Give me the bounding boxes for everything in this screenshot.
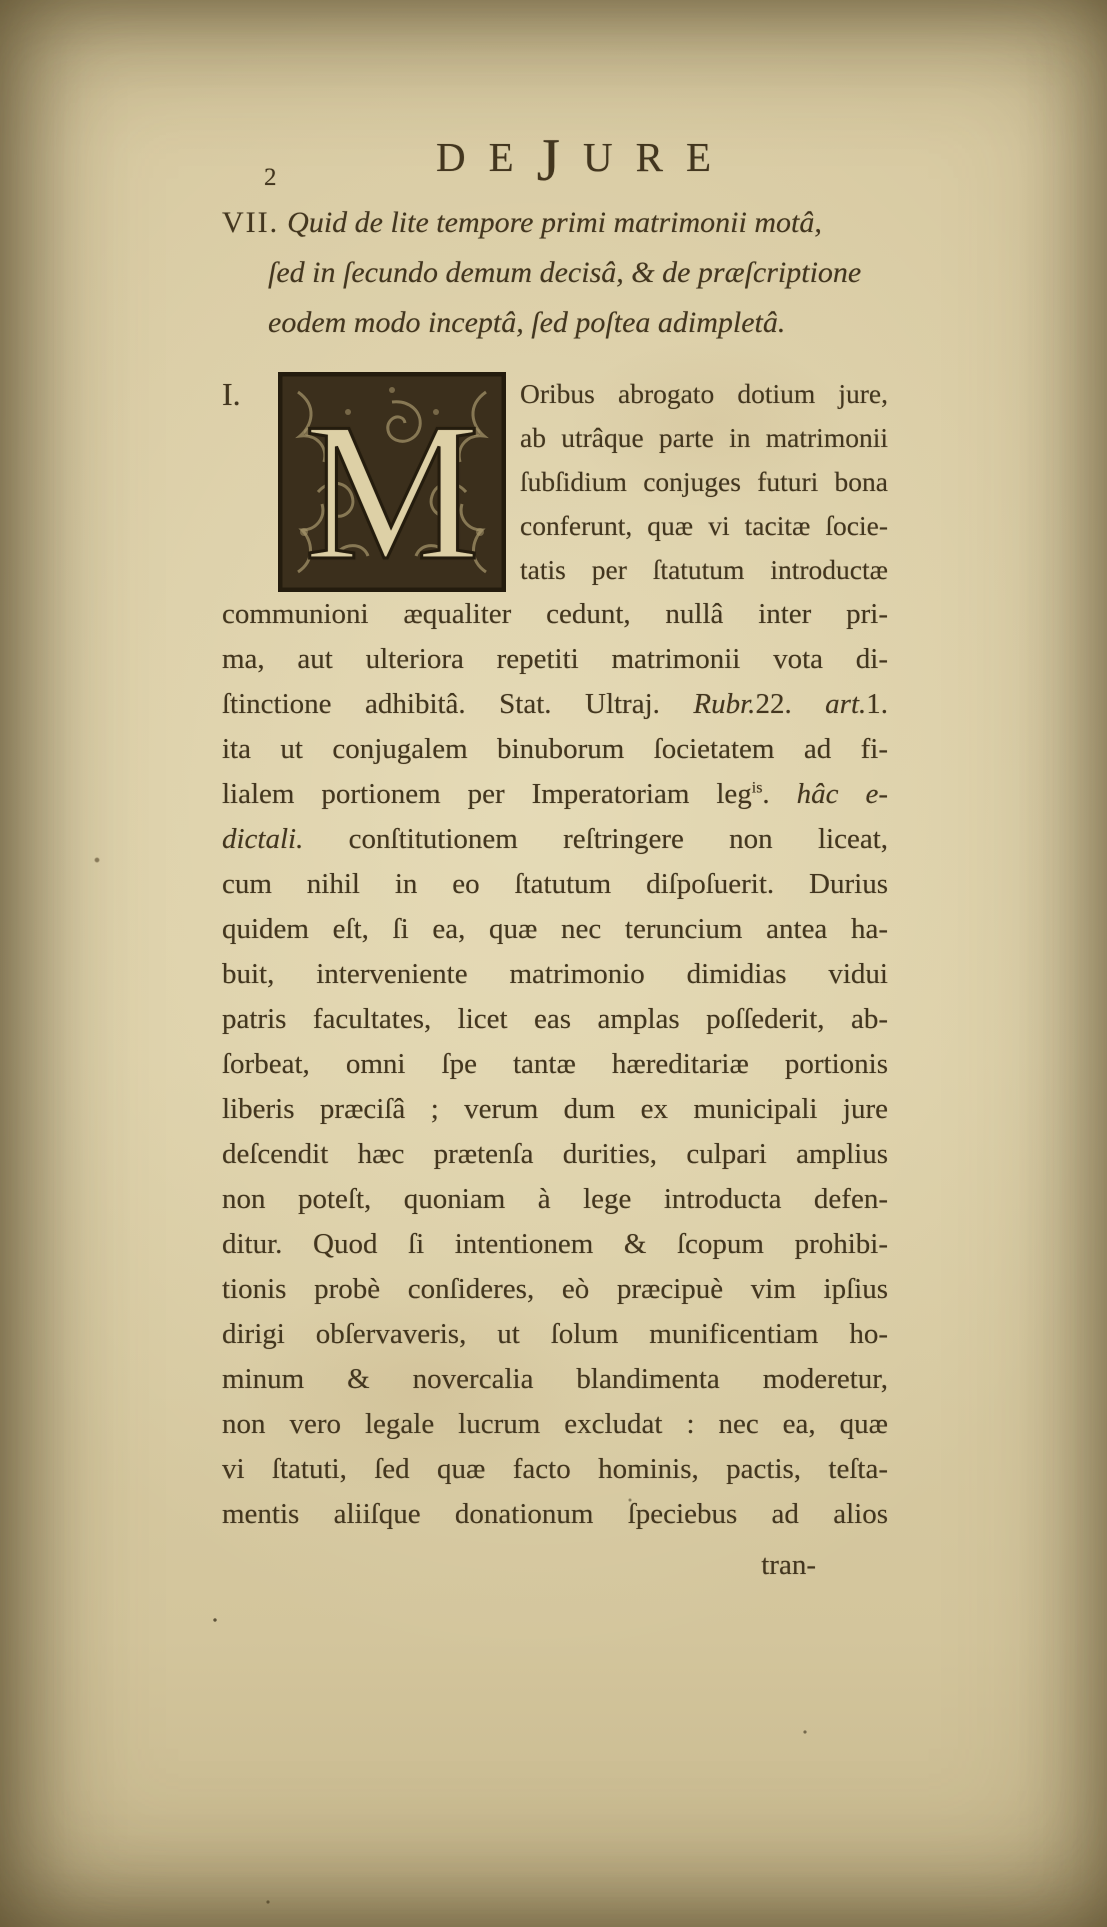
italic-segment: hâc e- <box>796 778 888 810</box>
text-line <box>222 817 888 862</box>
section-heading-line: ſed in ſecundo demum decisâ, & de præſcriptione <box>268 256 862 289</box>
text-segment: 22. <box>755 688 826 720</box>
text-line <box>222 1492 888 1537</box>
woodcut-initial-M <box>278 372 506 592</box>
italic-segment: Rubr. <box>693 688 756 720</box>
text-line <box>222 1087 888 1132</box>
italic-segment: art. <box>825 688 867 720</box>
text-segment: patris facultates, licet eas amplas poſſederit, ab- <box>222 1003 888 1035</box>
text-line <box>222 637 888 682</box>
section-heading-line <box>222 198 888 248</box>
text-segment: buit, interveniente matrimonio dimidias vidui <box>222 958 888 990</box>
text-line <box>222 1312 888 1357</box>
text-line <box>222 997 888 1042</box>
running-title-pre: DE <box>435 134 537 180</box>
text-line: ſubſidium conjuges futuri bona <box>520 466 888 497</box>
initial-column-text <box>520 372 888 592</box>
body-text <box>222 592 888 1537</box>
text-segment: vi ſtatuti, ſed quæ facto hominis, pactis, teſta- <box>222 1453 888 1485</box>
text-line <box>222 1357 888 1402</box>
text-segment: liberis præciſâ ; verum dum ex municipali jure <box>222 1093 888 1125</box>
text-segment: ſorbeat, omni ſpe tantæ hæreditariæ portionis <box>222 1048 888 1080</box>
italic-segment: dictali. <box>222 823 304 855</box>
running-title <box>222 126 888 195</box>
text-line <box>222 1177 888 1222</box>
text-line <box>222 952 888 997</box>
section-heading <box>222 198 888 348</box>
text-line <box>222 862 888 907</box>
text-line: ab utrâque parte in matrimonii <box>520 422 888 453</box>
text-segment: quidem eſt, ſi ea, quæ nec teruncium antea ha- <box>222 913 888 945</box>
text-block <box>222 126 888 1589</box>
text-segment: . <box>762 778 797 810</box>
text-line <box>222 682 888 727</box>
woodcut-initial-graphic <box>278 372 506 592</box>
text-segment: ma, aut ulteriora repetiti matrimonii vota di- <box>222 643 888 675</box>
text-segment: communioni æqualiter cedunt, nullâ inter pri- <box>222 598 888 630</box>
running-header <box>222 126 888 196</box>
text-segment: conſtitutionem reſtringere non liceat, <box>303 823 888 855</box>
text-line <box>222 1447 888 1492</box>
text-line <box>222 1132 888 1177</box>
text-segment: ſtinctione adhibitâ. Stat. Ultraj. <box>222 688 694 720</box>
paragraph-number: I. <box>222 376 241 412</box>
text-segment: mentis aliiſque donationum ſpeciebus ad alios <box>222 1498 888 1530</box>
text-line <box>222 1267 888 1312</box>
first-paragraph-row <box>222 372 888 592</box>
section-heading-text: Quid de lite tempore primi matrimonii motâ, <box>287 206 822 239</box>
text-segment: non poteſt, quoniam à lege introducta defen- <box>222 1183 888 1215</box>
page-number: 2 <box>264 164 277 191</box>
text-segment: non vero legale lucrum excludat : nec ea, quæ <box>222 1408 888 1440</box>
svg-text:M: M <box>303 382 481 592</box>
running-title-initial: J <box>536 127 583 193</box>
superscript-segment: is <box>751 779 763 797</box>
text-segment: ita ut conjugalem binuborum ſocietatem ad fi- <box>222 733 888 765</box>
section-number: VII. <box>222 206 280 239</box>
text-line <box>222 907 888 952</box>
text-line <box>222 592 888 637</box>
text-line: tatis per ſtatutum introductæ <box>520 554 888 585</box>
text-line <box>222 1042 888 1087</box>
text-line <box>222 727 888 772</box>
text-segment: cum nihil in eo ſtatutum diſpoſuerit. Durius <box>222 868 888 900</box>
text-segment: minum & novercalia blandimenta moderetur, <box>222 1363 888 1395</box>
catchword: tran- <box>761 1549 816 1581</box>
running-title-post: URE <box>583 134 734 180</box>
text-segment: 1. <box>866 688 889 720</box>
text-line <box>222 1222 888 1267</box>
text-segment: deſcendit hæc prætenſa durities, culpari amplius <box>222 1138 888 1170</box>
text-line: conferunt, quæ vi tacitæ ſocie- <box>520 510 888 541</box>
text-line: Oribus abrogato dotium jure, <box>520 378 888 409</box>
text-segment: lialem portionem per Imperatoriam leg <box>222 778 752 810</box>
text-segment: tionis probè conſideres, eò præcipuè vim ipſius <box>222 1273 888 1305</box>
text-line <box>222 1402 888 1447</box>
section-heading-line: eodem modo inceptâ, ſed poſtea adimpletâ. <box>268 306 786 339</box>
text-segment: dirigi obſervaveris, ut ſolum munificentiam ho- <box>222 1318 888 1350</box>
text-segment: ditur. Quod ſi intentionem & ſcopum prohibi- <box>222 1228 888 1260</box>
text-line <box>222 772 888 817</box>
